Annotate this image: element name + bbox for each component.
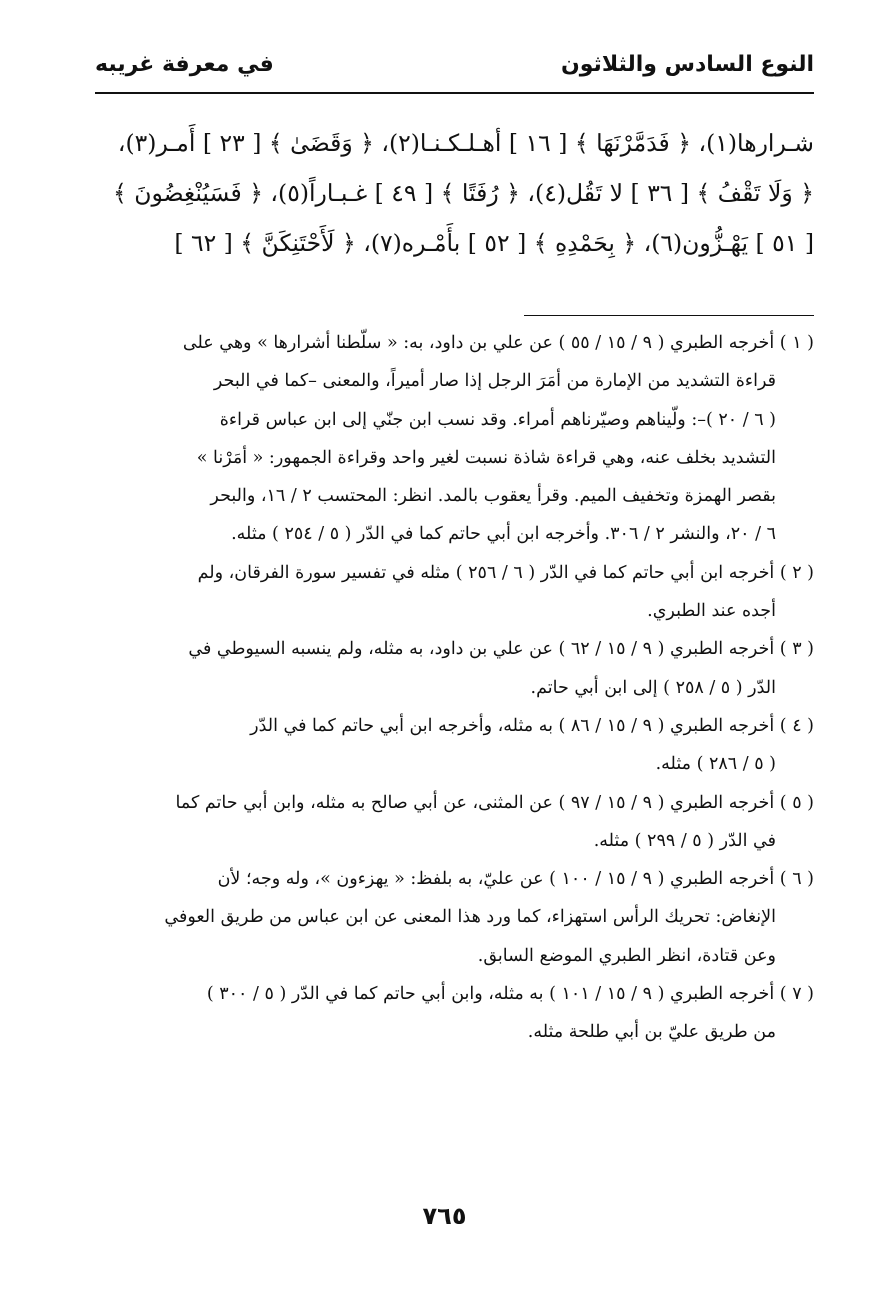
- footnote-4: [95, 707, 814, 784]
- footnote-line: أجده عند الطبري.: [647, 601, 776, 622]
- footnote-line: من طريق عليّ بن أبي طلحة مثله.: [527, 1022, 776, 1043]
- footnote-line: وعن قتادة، انظر الطبري الموضع السابق.: [477, 945, 776, 966]
- footnote-line: ( ٥ ) أخرجه الطبري ( ٩ / ١٥ / ٩٧ ) عن المثنى، عن أبي صالح به مثله، وابن أبي حاتم كما: [175, 792, 814, 813]
- footnote-line: الدّر ( ٥ / ٢٥٨ ) إلى ابن أبي حاتم.: [530, 677, 776, 698]
- main-text-line: ﴿ وَلَا تَقْفُ ﴾ [ ٣٦ ] لا تَقُل(٤)، ﴿ رُفَتًا ﴾ [ ٤٩ ] غـبـاراً(٥)، ﴿ فَسَيُنْغِضُونَ ﴾: [112, 179, 814, 207]
- footnote-7: [95, 975, 814, 1052]
- footnote-line: ٦ / ٢٠، والنشر ٢ / ٣٠٦. وأخرجه ابن أبي حاتم كما في الدّر ( ٥ / ٢٥٤ ) مثله.: [231, 524, 776, 545]
- footnote-line: التشديد بخلف عنه، وهي قراءة شاذة نسبت لغير واحد وقراءة الجمهور: « أمَرْنا »: [196, 447, 776, 468]
- footnote-line: ( ١ ) أخرجه الطبري ( ٩ / ١٥ / ٥٥ ) عن علي بن داود، به: « سلّطنا أشرارها » وهي على: [182, 333, 814, 353]
- footnote-3: [95, 630, 814, 707]
- footnote-6: [95, 860, 814, 975]
- footnote-line: الإنغاض: تحريك الرأس استهزاء، كما ورد هذا المعنى عن ابن عباس من طريق العوفي: [164, 907, 776, 928]
- footnote-line: ( ٢ ) أخرجه ابن أبي حاتم كما في الدّر ( ٦ / ٢٥٦ ) مثله في تفسير سورة الفرقان، ولم: [197, 562, 814, 583]
- main-text-line: [ ٥١ ] يَهْـزُّون(٦)، ﴿ بِحَمْدِهِ ﴾ [ ٥٢ ] بأَمْـره(٧)، ﴿ لَأَحْتَنِكَنَّ ﴾ [ ٦٢ ]: [174, 229, 814, 257]
- footnote-separator: [524, 315, 814, 316]
- footnote-line: قراءة التشديد من الإمارة من أمَرَ الرجل إذا صار أميراً، والمعنى –كما في البحر: [213, 371, 776, 392]
- footnote-line: بقصر الهمزة وتخفيف الميم. وقرأ يعقوب بالمد. انظر: المحتسب ٢ / ١٦، والبحر: [210, 486, 776, 507]
- footnote-line: في الدّر ( ٥ / ٢٩٩ ) مثله.: [593, 830, 776, 851]
- section-title: في معرفة غريبه: [95, 52, 274, 77]
- page-number: ٧٦٥: [422, 1202, 467, 1230]
- footnotes: [95, 324, 814, 1052]
- main-text: [95, 118, 814, 268]
- main-text-line: شـرارها(١)، ﴿ فَدَمَّرْنَهَا ﴾ [ ١٦ ] أهـلـكـنـا(٢)، ﴿ وَقَضَىٰ ﴾ [ ٢٣ ] أَمـر(٣)،: [117, 129, 814, 157]
- footnote-line: ( ٧ ) أخرجه الطبري ( ٩ / ١٥ / ١٠١ ) به مثله، وابن أبي حاتم كما في الدّر ( ٥ / ٣٠٠ ): [206, 984, 814, 1005]
- footnote-1: [95, 324, 814, 554]
- chapter-title: النوع السادس والثلاثون: [560, 52, 814, 77]
- footnote-2: [95, 554, 814, 631]
- footnote-line: ( ٤ ) أخرجه الطبري ( ٩ / ١٥ / ٨٦ ) به مثله، وأخرجه ابن أبي حاتم كما في الدّر: [250, 715, 814, 736]
- running-header: [95, 48, 814, 94]
- footnote-line: ( ٣ ) أخرجه الطبري ( ٩ / ١٥ / ٦٢ ) عن علي بن داود، به مثله، ولم ينسبه السيوطي في: [188, 639, 814, 660]
- footnote-5: [95, 784, 814, 861]
- footnote-line: ( ٥ / ٢٨٦ ) مثله.: [655, 754, 776, 775]
- footnote-line: ( ٦ ) أخرجه الطبري ( ٩ / ١٥ / ١٠٠ ) عن عليّ، به بلفظ: « يهزءون »، وله وجه؛ لأن: [217, 869, 814, 890]
- footnote-line: ( ٦ / ٢٠ )–: ولّيناهم وصيّرناهم أمراء. وقد نسب ابن جنّي إلى ابن عباس قراءة: [219, 409, 776, 430]
